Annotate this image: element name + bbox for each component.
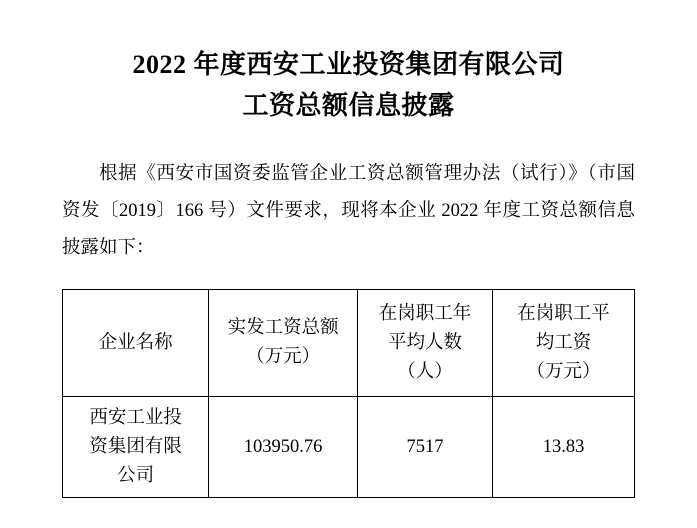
wage-table [62,289,635,498]
column-header-average-wage [493,290,635,397]
column-header-headcount [357,290,492,397]
column-header-total-wage-line-1: 实发工资总额 [227,318,339,338]
cell-company-name [63,397,209,498]
table-header-row [63,290,635,397]
column-header-average-wage-line-1: 在岗职工平 [517,303,610,324]
column-header-headcount-line-3: （人） [397,361,453,382]
column-header-headcount-line-1: 在岗职工年 [378,303,472,324]
page-title-line-1: 2022 年度西安工业投资集团有限公司 [132,50,565,79]
column-header-total-wage-line-2: （万元） [246,347,321,367]
column-header-average-wage-line-2: 均工资 [535,332,592,353]
column-header-total-wage [209,290,358,397]
cell-total-wage: 103950.76 [209,397,358,498]
cell-headcount: 7517 [357,397,492,498]
page-title-line-2: 工资总额信息披露 [242,91,455,120]
wage-table-header [63,290,635,397]
column-header-headcount-line-2: 平均人数 [387,332,462,353]
intro-paragraph: 根据《西安市国资委监管企业工资总额管理办法（试行）》（市国资发〔2019〕166 号）文件要求，现将本企业 2022 年度工资总额信息披露如下： [62,164,635,258]
table-row [63,397,635,498]
cell-company-name-line-3: 公司 [117,465,155,486]
column-header-company-name-line-1: 企业名称 [98,332,173,353]
cell-company-name-line-2: 资集团有限 [89,436,182,457]
page-title [62,0,635,126]
column-header-company-name [63,290,209,397]
column-header-average-wage-line-3: （万元） [526,361,601,382]
wage-table-container [62,267,635,498]
wage-table-body [63,397,635,498]
cell-average-wage: 13.83 [493,397,635,498]
cell-company-name-line-1: 西安工业投 [89,407,182,428]
